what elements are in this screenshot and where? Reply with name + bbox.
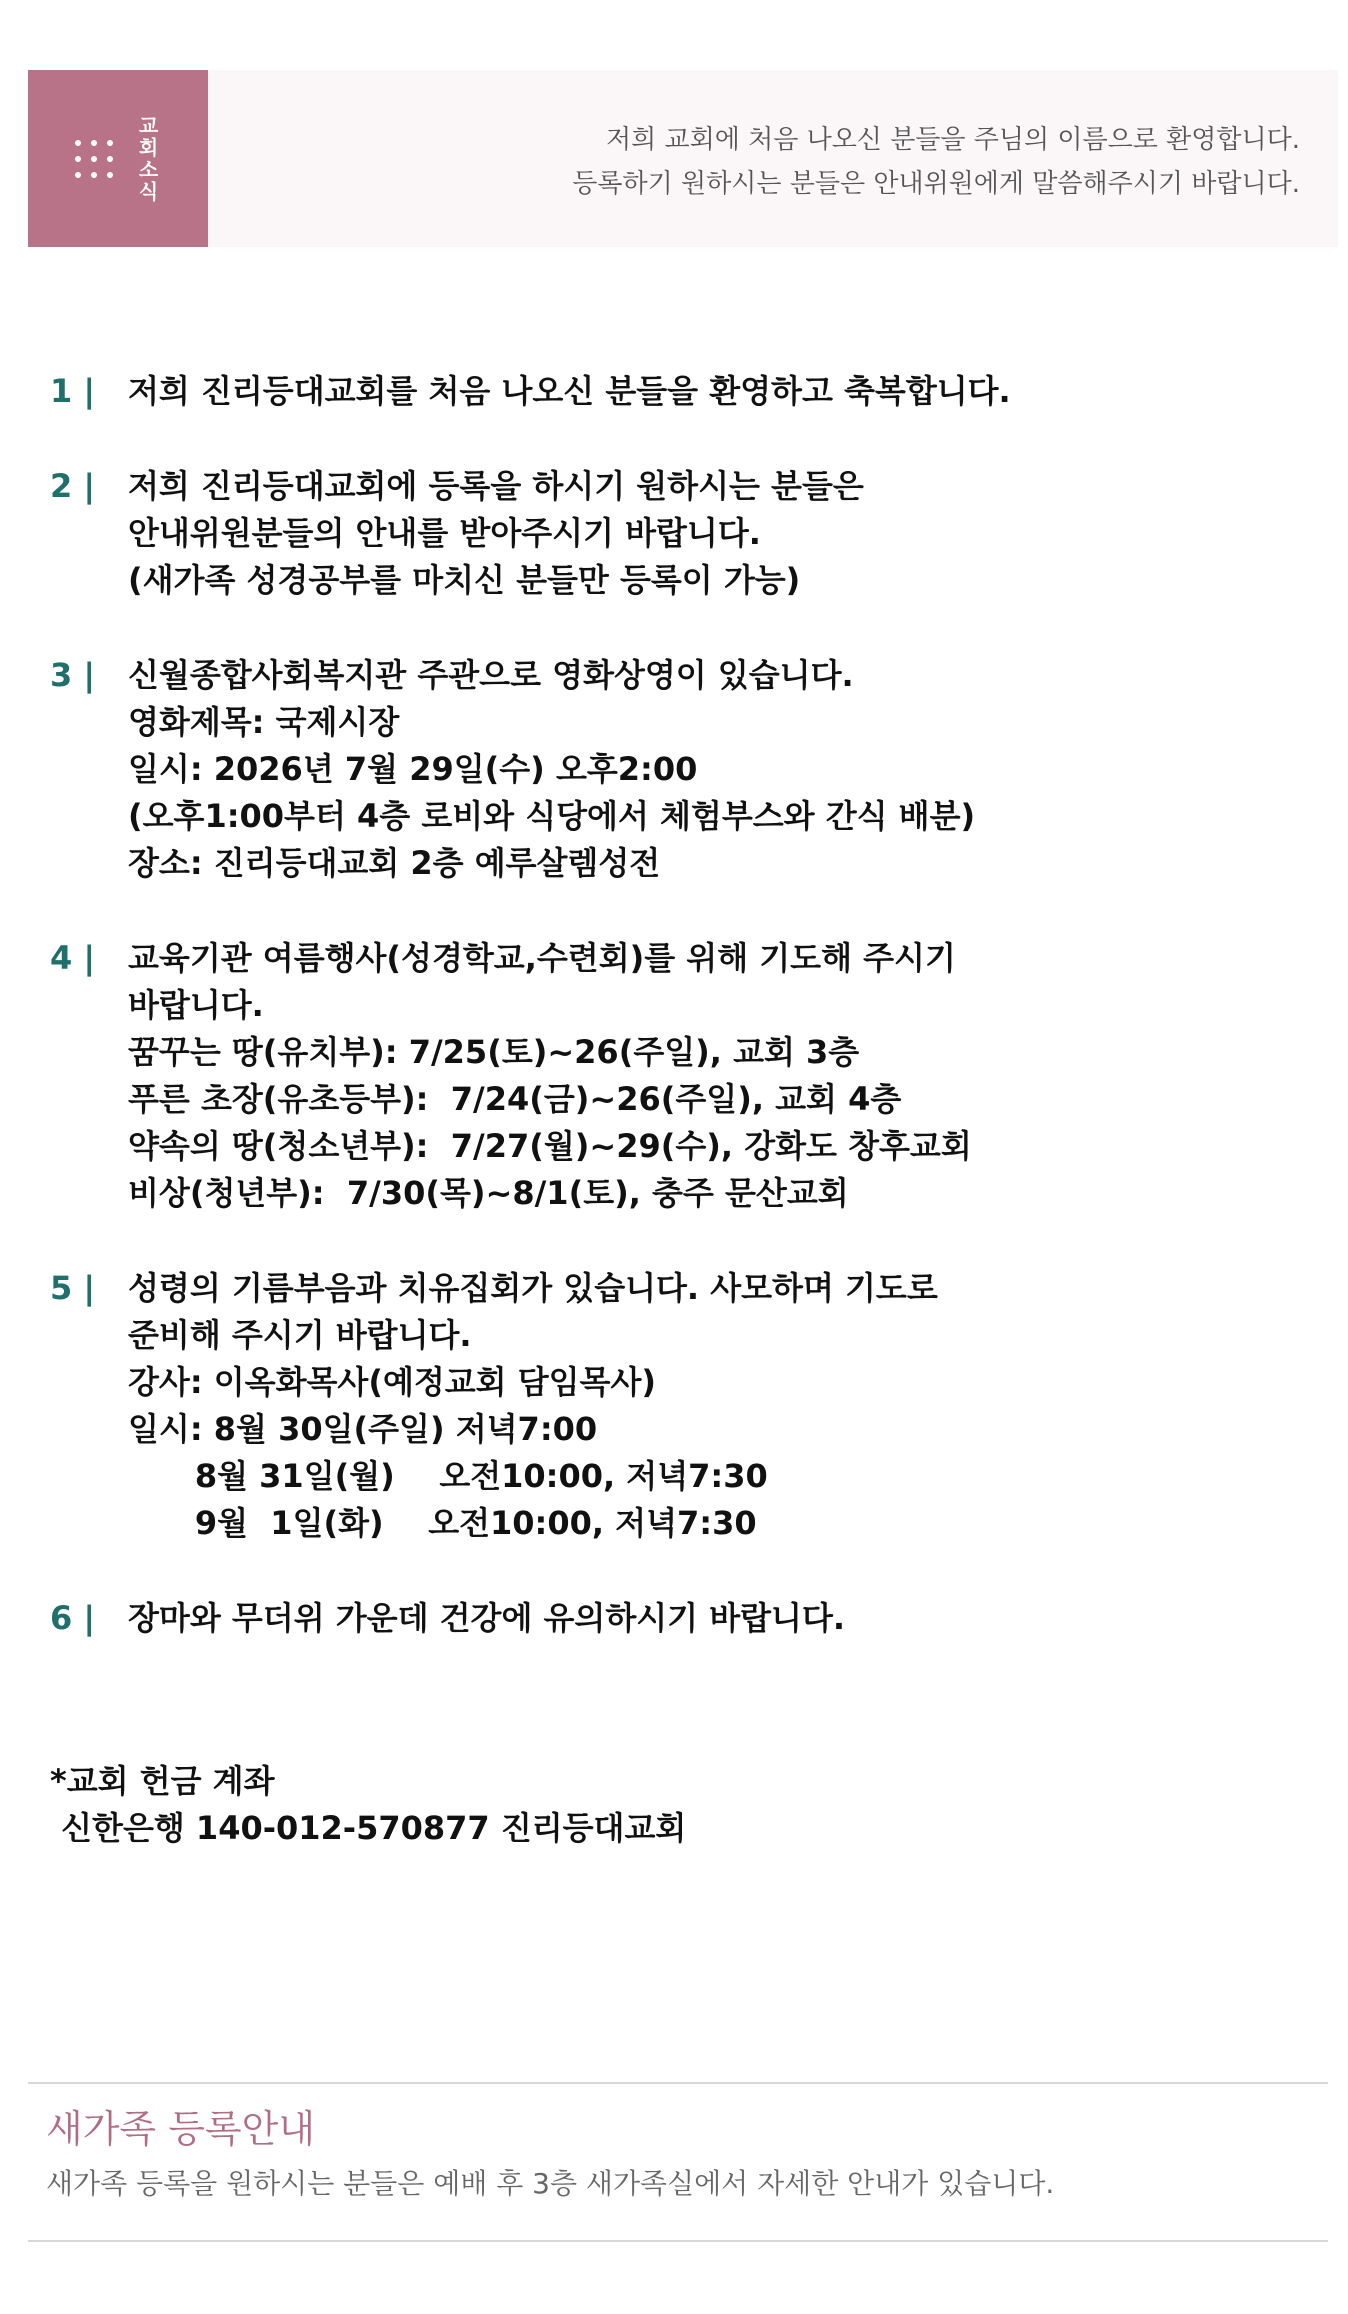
new-family-description: 새가족 등록을 원하시는 분들은 예배 후 3층 새가족실에서 자세한 안내가 있습니다. xyxy=(46,2167,1055,2200)
item-line: 일시: 8월 30일(주일) 저녁7:00 xyxy=(128,1410,598,1448)
notice-header xyxy=(28,70,1338,247)
item-line: 성령의 기름부음과 치유집회가 있습니다. 사모하며 기도로 xyxy=(128,1269,938,1307)
welcome-line: 저희 교회에 처음 나오신 분들을 주님의 이름으로 환영합니다. xyxy=(605,125,1300,155)
footer-bottom-divider xyxy=(28,2240,1328,2242)
announcement-item xyxy=(50,652,1310,887)
new-family-title: 새가족 등록안내 xyxy=(46,2107,316,2151)
item-number: 3 | xyxy=(50,656,96,694)
account-detail: 신한은행 140-012-570877 진리등대교회 xyxy=(50,1809,687,1847)
item-line: 푸른 초장(유초등부): 7/24(금)~26(주일), 교회 4층 xyxy=(128,1080,902,1118)
item-line: 꿈꾸는 땅(유치부): 7/25(토)~26(주일), 교회 3층 xyxy=(128,1033,860,1071)
footer-top-divider xyxy=(28,2082,1328,2084)
announcement-item xyxy=(50,935,1310,1217)
announcement-list xyxy=(50,368,1310,1690)
item-line: (오후1:00부터 4층 로비와 식당에서 체험부스와 간식 배분) xyxy=(128,797,976,835)
item-line: 약속의 땅(청소년부): 7/27(월)~29(수), 강화도 창후교회 xyxy=(128,1127,972,1165)
item-line: 강사: 이옥화목사(예정교회 담임목사) xyxy=(128,1363,657,1401)
item-number: 6 | xyxy=(50,1599,96,1637)
item-line: 안내위원분들의 안내를 받아주시기 바랍니다. xyxy=(128,514,761,552)
item-line: 준비해 주시기 바랍니다. xyxy=(128,1316,472,1354)
welcome-message xyxy=(572,118,1300,206)
announcement-item xyxy=(50,1265,1310,1547)
account-title: *교회 헌금 계좌 xyxy=(50,1762,275,1800)
item-line: 장마와 무더위 가운데 건강에 유의하시기 바랍니다. xyxy=(128,1599,846,1637)
dots-icon xyxy=(75,140,113,178)
item-line: 교육기관 여름행사(성경학교,수련회)를 위해 기도해 주시기 xyxy=(128,939,956,977)
announcement-item xyxy=(50,463,1310,604)
item-line: 저희 진리등대교회에 등록을 하시기 원하시는 분들은 xyxy=(128,467,864,505)
item-line: 9월 1일(화) 오전10:00, 저녁7:30 xyxy=(128,1504,757,1542)
item-number: 4 | xyxy=(50,939,96,977)
welcome-line: 등록하기 원하시는 분들은 안내위원에게 말씀해주시기 바랍니다. xyxy=(572,169,1300,199)
item-number: 1 | xyxy=(50,372,96,410)
item-line: 영화제목: 국제시장 xyxy=(128,703,400,741)
badge-label: 교회소식 xyxy=(135,114,159,203)
offering-account xyxy=(50,1758,686,1852)
item-line: 신월종합사회복지관 주관으로 영화상영이 있습니다. xyxy=(128,656,854,694)
item-line: 비상(청년부): 7/30(목)~8/1(토), 충주 문산교회 xyxy=(128,1174,849,1212)
item-line: 저희 진리등대교회를 처음 나오신 분들을 환영하고 축복합니다. xyxy=(128,372,1011,410)
item-number: 2 | xyxy=(50,467,96,505)
item-line: 장소: 진리등대교회 2층 예루살렘성전 xyxy=(128,844,661,882)
item-line: 바랍니다. xyxy=(128,986,264,1024)
item-line: 일시: 2026년 7월 29일(수) 오후2:00 xyxy=(128,750,698,788)
announcement-item xyxy=(50,1595,1310,1642)
item-line: (새가족 성경공부를 마치신 분들만 등록이 가능) xyxy=(128,561,801,599)
item-line: 8월 31일(월) 오전10:00, 저녁7:30 xyxy=(128,1457,768,1495)
announcement-item xyxy=(50,368,1310,415)
item-number: 5 | xyxy=(50,1269,96,1307)
church-news-badge xyxy=(28,70,208,247)
